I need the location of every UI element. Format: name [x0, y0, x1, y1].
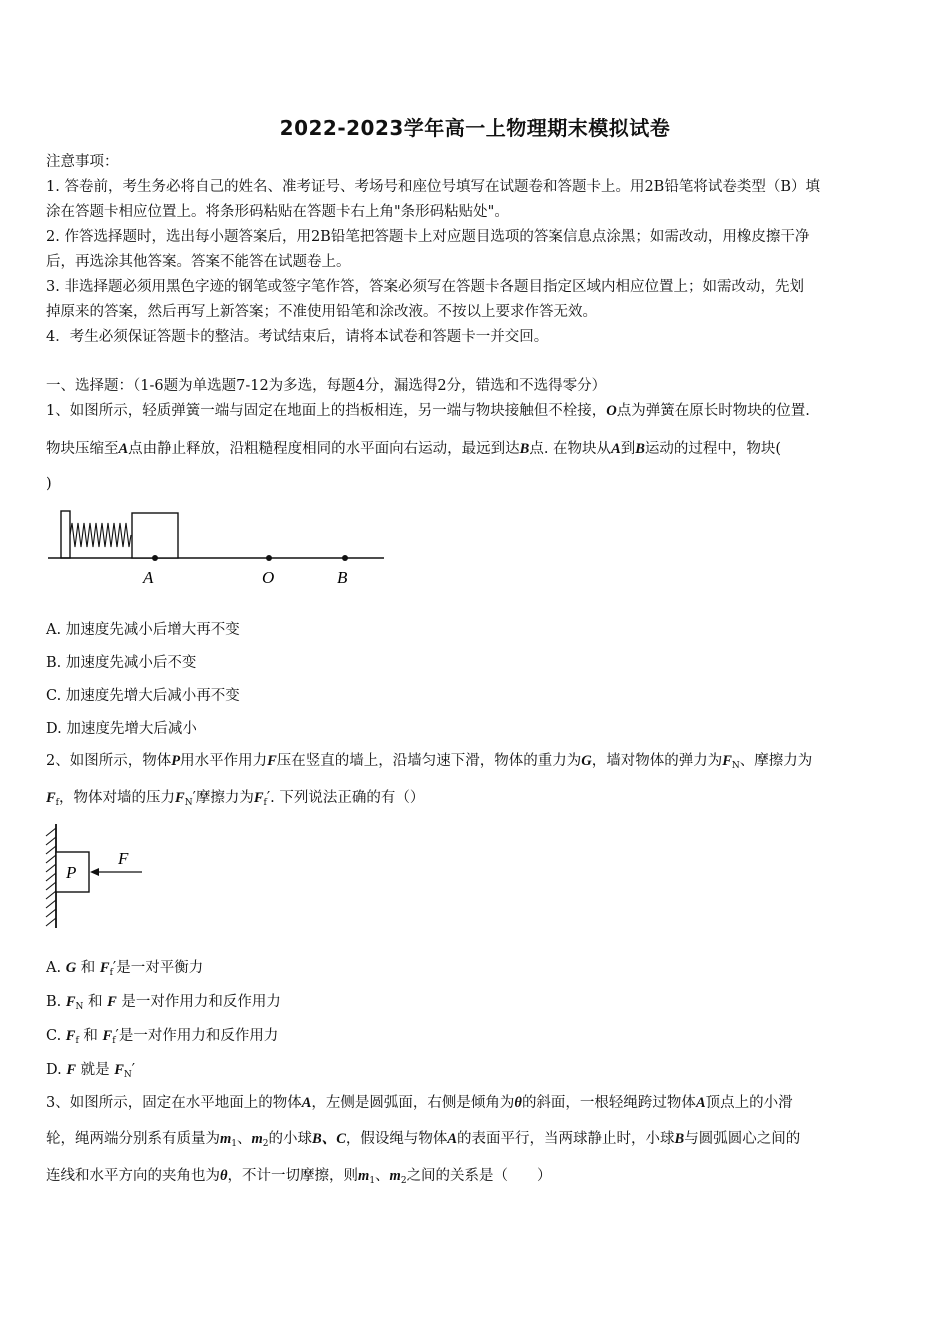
label-b: B [337, 568, 348, 587]
q1-line-1: 1、如图所示，轻质弹簧一端与固定在地面上的挡板相连，另一端与物块接触但不栓接，O点为弹簧在原长时物块的位置. [46, 403, 810, 419]
q1-line-2: 物块压缩至A点由静止释放，沿粗糙程度相同的水平面向右运动，最远到达B点. 在物块从A到B运动的过程中，物块( [46, 441, 782, 457]
section-heading: 一、选择题：（1-6题为单选题7-12为多选，每题4分，漏选得2分，错选和不选得零分） [46, 378, 607, 394]
q1-option-c: C. 加速度先增大后减小再不变 [46, 688, 240, 704]
label-f: F [118, 849, 129, 868]
q2-wall-figure [40, 820, 160, 935]
label-a: A [143, 568, 154, 587]
note-line: 1. 答卷前，考生务必将自己的姓名、准考证号、考场号和座位号填写在试题卷和答题卡上。用2B铅笔将试卷类型（B）填 [46, 179, 820, 195]
note-line: 涂在答题卡相应位置上。将条形码粘贴在答题卡右上角"条形码粘贴处"。 [46, 204, 509, 220]
wall-hatching [46, 828, 56, 926]
point-b [342, 555, 348, 561]
wall-plate [61, 511, 70, 558]
page-title: 2022-2023学年高一上物理期末模拟试卷 [279, 116, 671, 140]
q2-line-2: $F_f$，物体对墙的压力$F_N'$摩擦力为$F_f'$. 下列说法正确的有（） [46, 790, 425, 808]
note-line: 掉原来的答案，然后再写上新答案；不准使用铅笔和涂改液。不按以上要求作答无效。 [46, 304, 597, 320]
note-line: 4．考生必须保证答题卡的整洁。考试结束后，请将本试卷和答题卡一并交回。 [46, 329, 549, 345]
q2-option-d: D. F 就是 $F_N'$ [46, 1062, 136, 1080]
note-line: 3. 非选择题必须用黑色字迹的钢笔或签字笔作答，答案必须写在答题卡各题目指定区域内相应位置上；如需改动，先划 [46, 279, 804, 295]
q3-line-1: 3、如图所示，固定在水平地面上的物体A，左侧是圆弧面，右侧是倾角为θ的斜面，一根轻绳跨过物体A顶点上的小滑 [46, 1095, 793, 1111]
arrow-head [90, 868, 99, 876]
q2-option-a: A. G 和 $F_f'$是一对平衡力 [46, 960, 204, 978]
q1-line-3: ) [46, 476, 52, 492]
spring [70, 523, 131, 547]
q1-option-d: D. 加速度先增大后减小 [46, 721, 197, 737]
q3-line-2: 轮，绳两端分别系有质量为$m_1$、$m_2$的小球B、C，假设绳与物体A的表面平行，当两球静止时，小球B与圆弧圆心之间的 [46, 1131, 801, 1149]
notes-heading: 注意事项： [46, 154, 119, 170]
q1-spring-figure [44, 505, 389, 590]
point-o [266, 555, 272, 561]
q3-line-3: 连线和水平方向的夹角也为θ，不计一切摩擦，则$m_1$、$m_2$之间的关系是（ ） [46, 1168, 552, 1186]
q2-option-c: C. $F_f$ 和 $F_f'$是一对作用力和反作用力 [46, 1028, 279, 1046]
q1-option-a: A. 加速度先减小后增大再不变 [46, 622, 240, 638]
note-line: 后，再选涂其他答案。答案不能答在试题卷上。 [46, 254, 351, 270]
q2-option-b: B. $F_N$ 和 F 是一对作用力和反作用力 [46, 994, 281, 1012]
q2-line-1: 2、如图所示，物体P用水平作用力F压在竖直的墙上，沿墙匀速下滑，物体的重力为G，墙对物体的弹力为$F_N$、摩擦力为 [46, 753, 813, 771]
label-o: O [262, 568, 275, 587]
label-p: P [66, 863, 77, 882]
note-line: 2. 作答选择题时，选出每小题答案后，用2B铅笔把答题卡上对应题目选项的答案信息点涂黑；如需改动，用橡皮擦干净 [46, 229, 810, 245]
block [132, 513, 178, 558]
point-a [152, 555, 158, 561]
q1-option-b: B. 加速度先减小后不变 [46, 655, 197, 671]
